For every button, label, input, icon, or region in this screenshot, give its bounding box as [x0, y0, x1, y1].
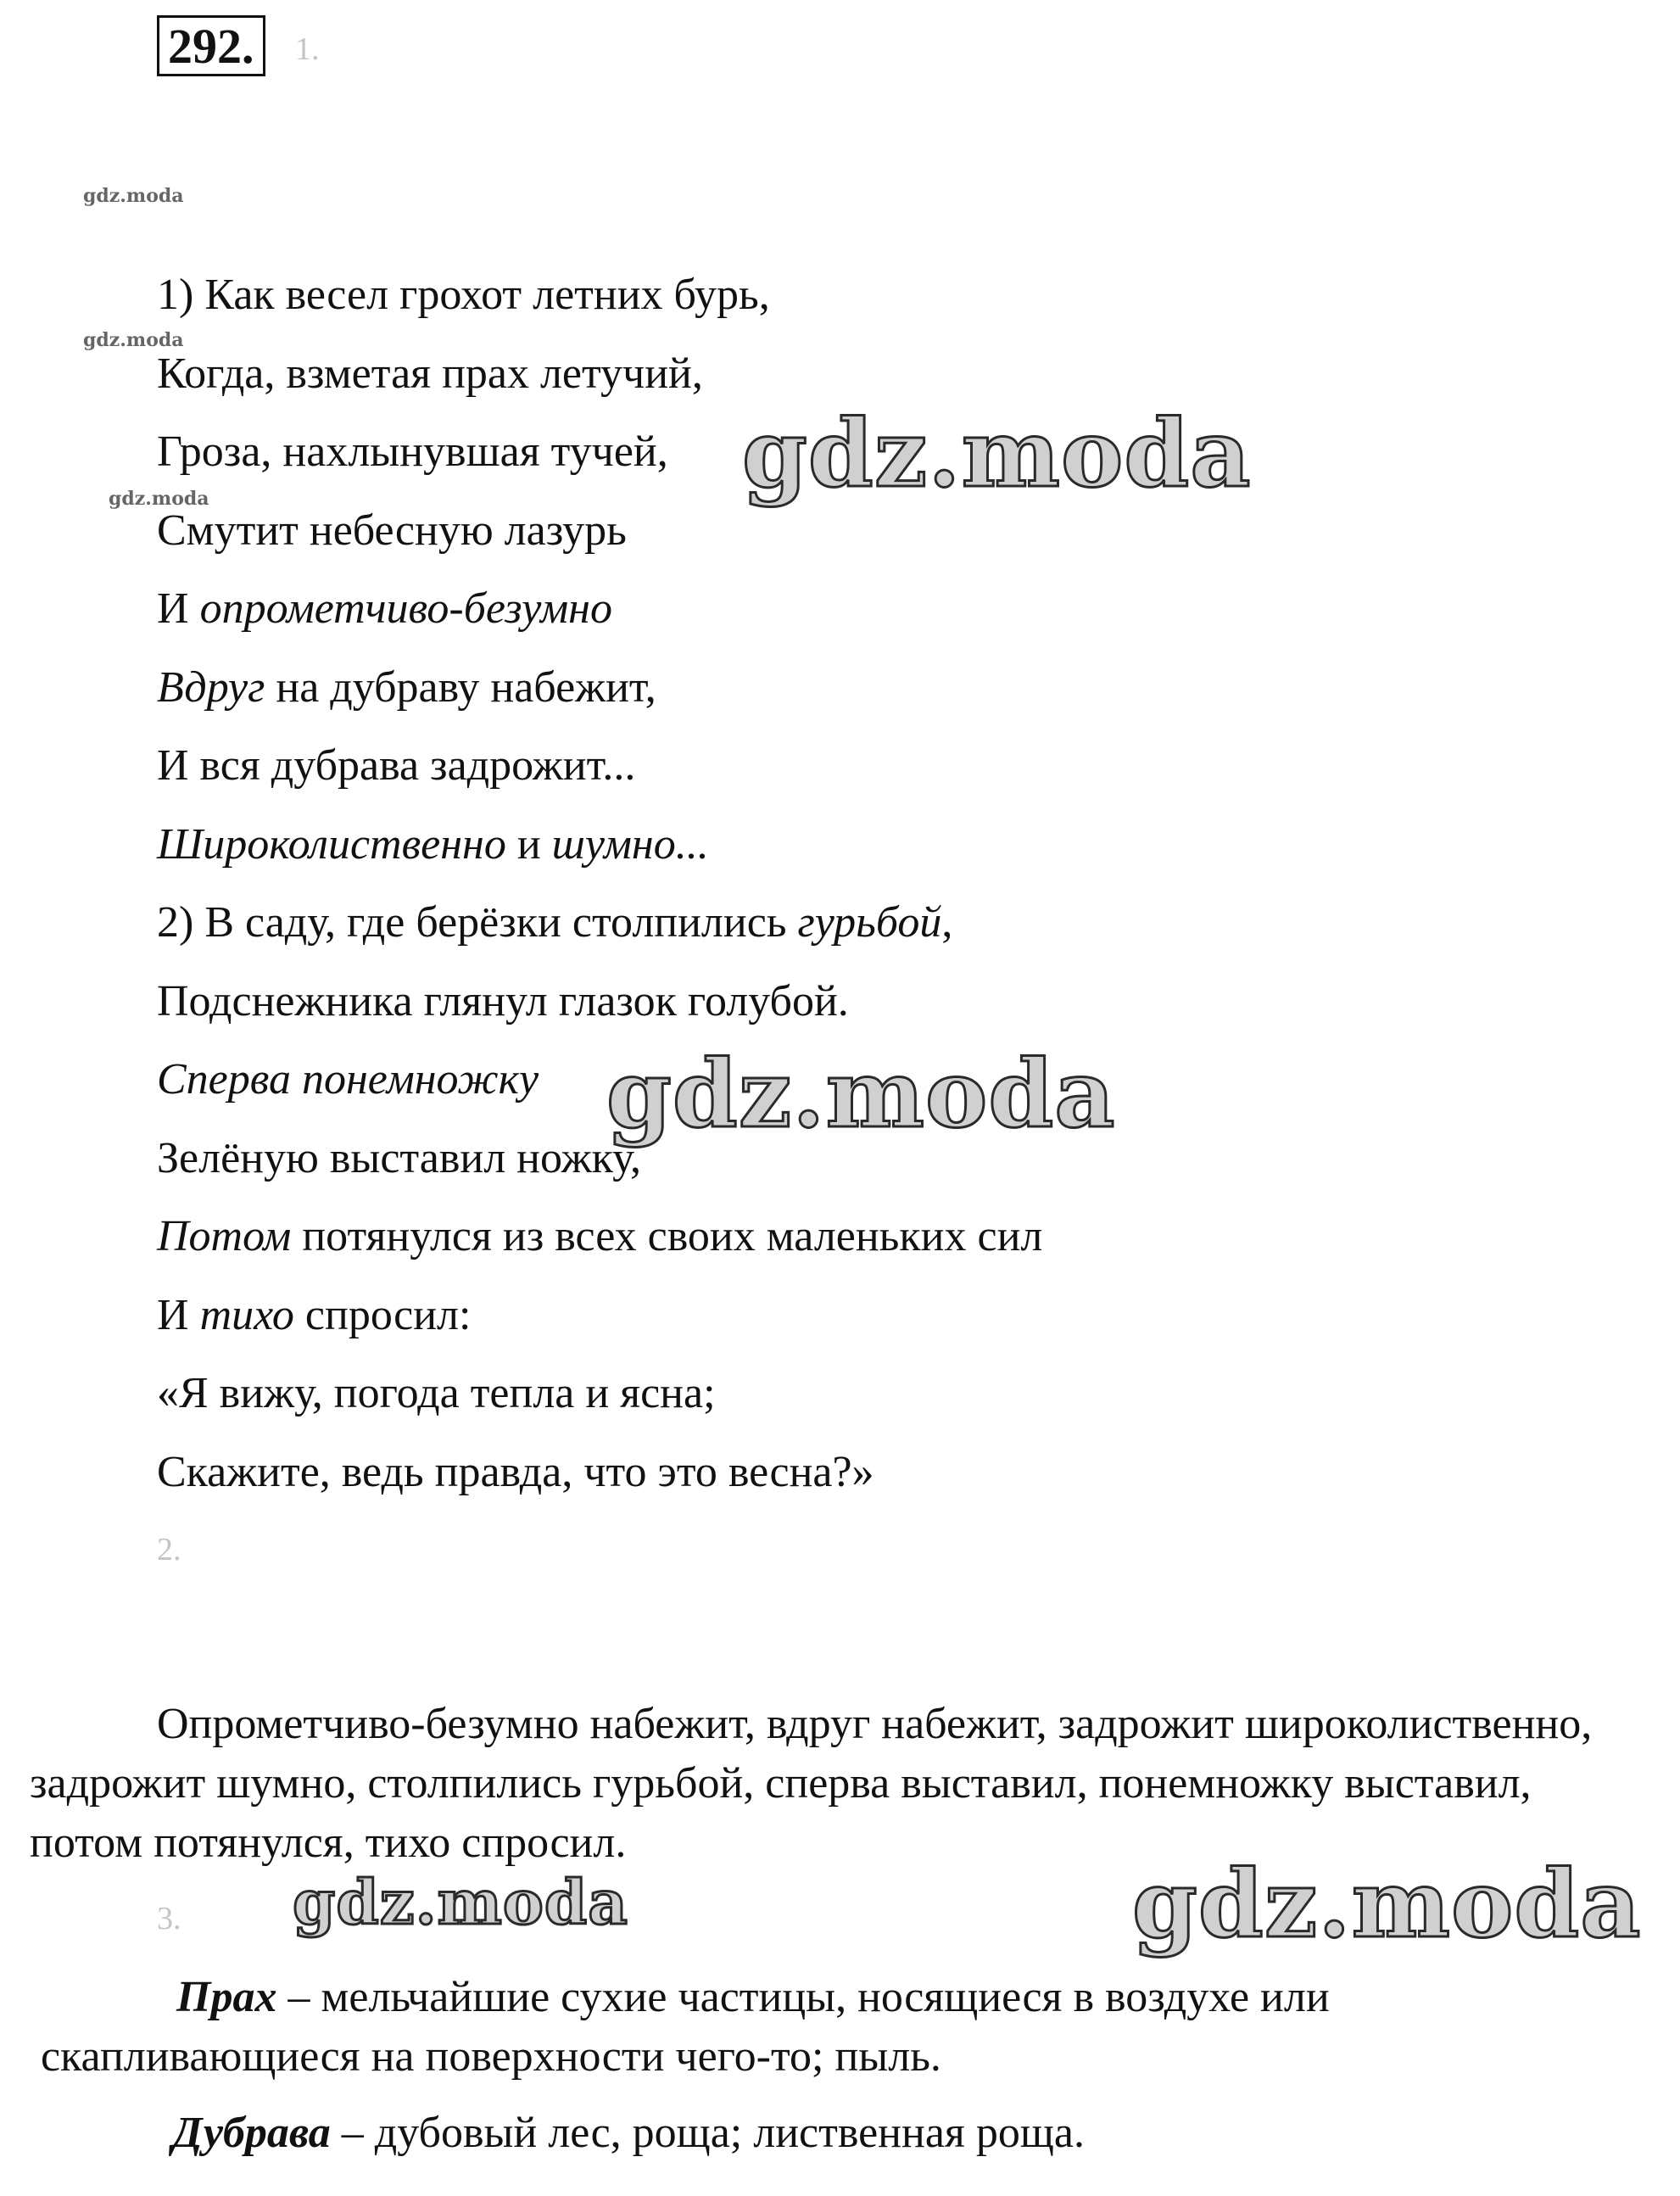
poem-line — [157, 506, 627, 556]
poem-line — [157, 427, 668, 478]
definition-text: – мельчайшие сухие частицы, носящиеся в воздухе или скапливающиеся на поверхности чего-то; пыль. — [41, 1973, 1330, 2081]
poem-line — [157, 1054, 539, 1105]
poem-text: потянулся из всех своих маленьких сил — [291, 1212, 1043, 1260]
poem-line — [157, 1447, 874, 1498]
poem-text: 2) В саду, где берёзки столпились — [157, 898, 798, 947]
watermark-large: gdz.moda — [1132, 1849, 1642, 1959]
watermark-large: gdz.moda — [742, 399, 1252, 508]
poem-text: И вся дубрава задрожит... — [157, 741, 636, 790]
poem-line — [157, 1133, 641, 1184]
subtask-3-label: 3. — [157, 1901, 181, 1936]
poem-line — [157, 976, 849, 1027]
poem-line — [157, 819, 709, 870]
subtask-1-label: 1. — [295, 31, 320, 67]
poem-text: Когда, взметая прах летучий, — [157, 349, 703, 398]
answer-2-paragraph: Опрометчиво-безумно набежит, вдруг набежит, задрожит широколиственно, задрожит шумно, столпились гурьбой, сперва выставил, понемножку выставил, потом потянулся, тихо спросил. — [30, 1700, 1593, 1867]
poem-text: спросил: — [293, 1290, 472, 1339]
watermark-small: gdz.moda — [109, 488, 209, 510]
watermark-small: gdz.moda — [83, 185, 184, 207]
poem-word-italic: гурьбой — [797, 898, 942, 947]
poem-text: на дубраву набежит, — [265, 662, 656, 712]
poem-line — [157, 740, 635, 791]
poem-line — [157, 1290, 471, 1341]
poem-text: Подснежника глянул глазок голубой. — [157, 976, 849, 1025]
watermark-large: gdz.moda — [606, 1039, 1116, 1148]
poem-line — [157, 1368, 716, 1419]
poem-text: «Я вижу, погода тепла и ясна; — [157, 1369, 716, 1417]
poem-word-italic: опрометчиво-безумно — [199, 584, 612, 633]
poem-line — [157, 1211, 1042, 1262]
poem-line — [157, 584, 612, 634]
poem-word-italic: шумно... — [551, 819, 709, 869]
poem-text: Гроза, нахлынувшая тучей, — [157, 427, 668, 476]
poem-line — [157, 349, 703, 400]
poem-word-italic: Сперва понемножку — [157, 1055, 539, 1104]
watermark-small: gdz.moda — [83, 329, 184, 351]
definition-dubrava — [41, 2104, 1652, 2163]
poem-text: и — [505, 819, 552, 869]
definition-prah — [41, 1968, 1652, 2087]
poem-line — [157, 270, 770, 321]
watermark-medium: gdz.moda — [293, 1866, 628, 1938]
poem-text: Скажите, ведь правда, что это весна?» — [157, 1447, 874, 1496]
poem-line — [157, 897, 952, 948]
poem-text: И — [157, 584, 200, 633]
subtask-2-label: 2. — [157, 1532, 181, 1567]
poem-word-italic: Широколиственно — [157, 819, 506, 869]
poem-text: Смутит небесную лазурь — [157, 506, 627, 555]
poem-text: И — [157, 1290, 200, 1339]
definition-term: Прах — [176, 1973, 277, 2021]
poem-word-italic: Потом — [157, 1212, 292, 1260]
poem-word-italic: тихо — [199, 1290, 294, 1339]
poem-text: 1) Как весел грохот летних бурь, — [157, 271, 770, 319]
definition-text: – дубовый лес, роща; лиственная роща. — [330, 2109, 1085, 2157]
definition-term: Дубрава — [172, 2109, 331, 2157]
poem-text: Зелёную выставил ножку, — [157, 1133, 641, 1182]
poem-line — [157, 662, 656, 713]
poem-word-italic: Вдруг — [157, 662, 265, 712]
poem-text: , — [941, 898, 953, 947]
exercise-number: 292. — [157, 15, 265, 76]
